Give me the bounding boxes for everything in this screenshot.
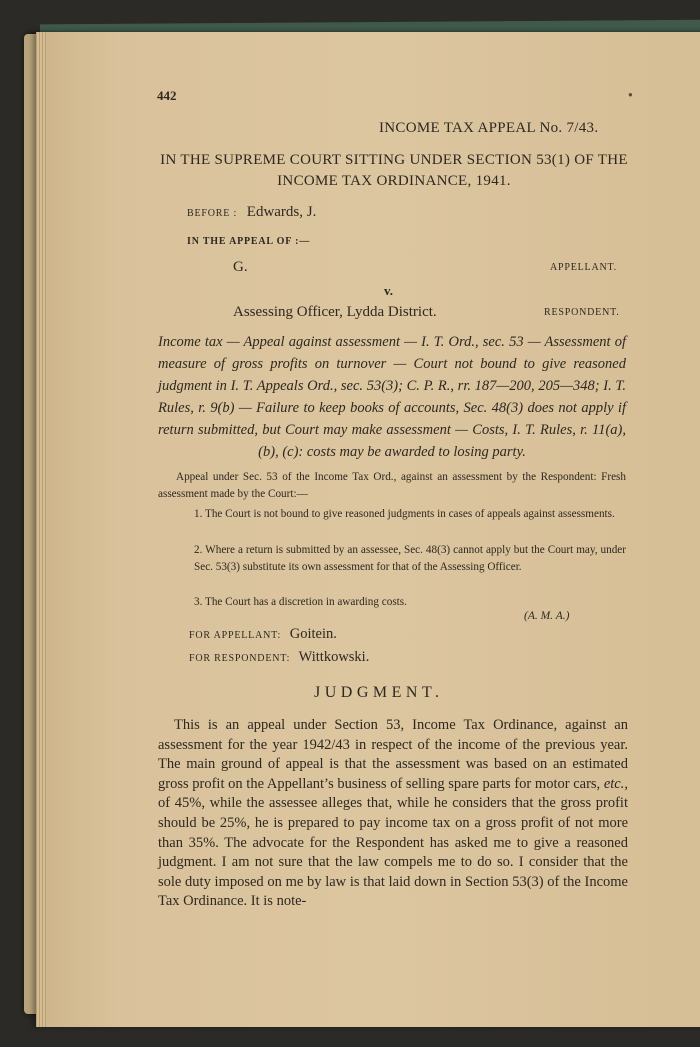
- document-page: [36, 32, 700, 1027]
- counsel-respondent-label: FOR RESPONDENT:: [189, 653, 291, 664]
- judgment-text-etc: etc.: [603, 775, 625, 792]
- respondent-tag: RESPONDENT.: [544, 307, 620, 318]
- appeal-of-label: IN THE APPEAL OF :—: [187, 236, 310, 247]
- appellant-name: G.: [233, 259, 248, 275]
- judgment-text: [158, 716, 628, 912]
- before-row: [187, 204, 316, 221]
- judge-name: Edwards, J.: [246, 204, 317, 220]
- held-item: 1. The Court is not bound to give reasoned judgments in cases of appeals against assessments.: [194, 508, 615, 520]
- judgment-text-part1: This is an appeal under Section 53, Income Tax Ordinance, against an assessment for the year 1942/43 in respect of the income of the previous year. The main ground of appeal is that the assessment was based on an estimated gross profit on the Appellant’s business of selling spare parts for motor cars,: [158, 717, 628, 792]
- versus: v.: [384, 283, 394, 298]
- judgment-heading: JUDGMENT.: [314, 684, 444, 701]
- counsel-respondent: [189, 649, 369, 666]
- case-number: INCOME TAX APPEAL No. 7/43.: [379, 120, 599, 136]
- held-item: 3. The Court has a discretion in awarding costs.: [194, 596, 407, 608]
- held-item: 2. Where a return is submitted by an assessee, Sec. 48(3) cannot apply but the Court may, under Sec. 53(3) substitute its own assessment for that of the Assessing Officer.: [194, 544, 626, 573]
- before-label: BEFORE :: [187, 208, 238, 219]
- court-title: IN THE SUPREME COURT SITTING UNDER SECTION 53(1) OF THE INCOME TAX ORDINANCE, 1941.: [160, 152, 628, 189]
- counsel-respondent-name: Wittkowski.: [298, 649, 370, 665]
- respondent-name: Assessing Officer, Lydda District.: [233, 304, 437, 320]
- headnote-body: Appeal under Sec. 53 of the Income Tax Ord., against an assessment by the Respondent: Fresh assessment made by the Court:—: [158, 471, 626, 500]
- counsel-appellant: [189, 626, 337, 643]
- headnote-italic: Income tax — Appeal against assessment — I. T. Ord., sec. 53 — Assessment of measure of gross profits on turnover — Court not bound to give reasoned judgment in I. T. Appeals Ord., sec. 53(3); C. P. R., rr. 187—200, 205—348; I. T. Rules, r. 9(b) — Failure to keep books of accounts, Sec. 48(3) does not apply if return submitted, but Court may make assessment — Costs, I. T. Rules, r. 11(a), (b), (c): costs may be awarded to losing party.: [158, 334, 626, 460]
- counsel-appellant-label: FOR APPELLANT:: [189, 630, 282, 641]
- ink-mark: ●: [628, 90, 633, 99]
- appellant-tag: APPELLANT.: [550, 262, 617, 273]
- counsel-appellant-name: Goitein.: [289, 626, 337, 642]
- reporter-initials: (A. M. A.): [524, 610, 570, 622]
- page-edge: [36, 32, 46, 1027]
- judgment-text-part2: , of 45%, while the assessee alleges that, while he considers that the gross profit should be 25%, he is prepared to pay income tax on a gross profit of not more than 35%. The advocate for the Respondent has asked me to give a reasoned judgment. I am not sure that the law compels me to do so. I consider that the sole duty imposed on me by law is that laid down in Section 53(3) of the Income Tax Ordinance. It is note-: [158, 775, 628, 910]
- page-number: 442: [157, 88, 177, 103]
